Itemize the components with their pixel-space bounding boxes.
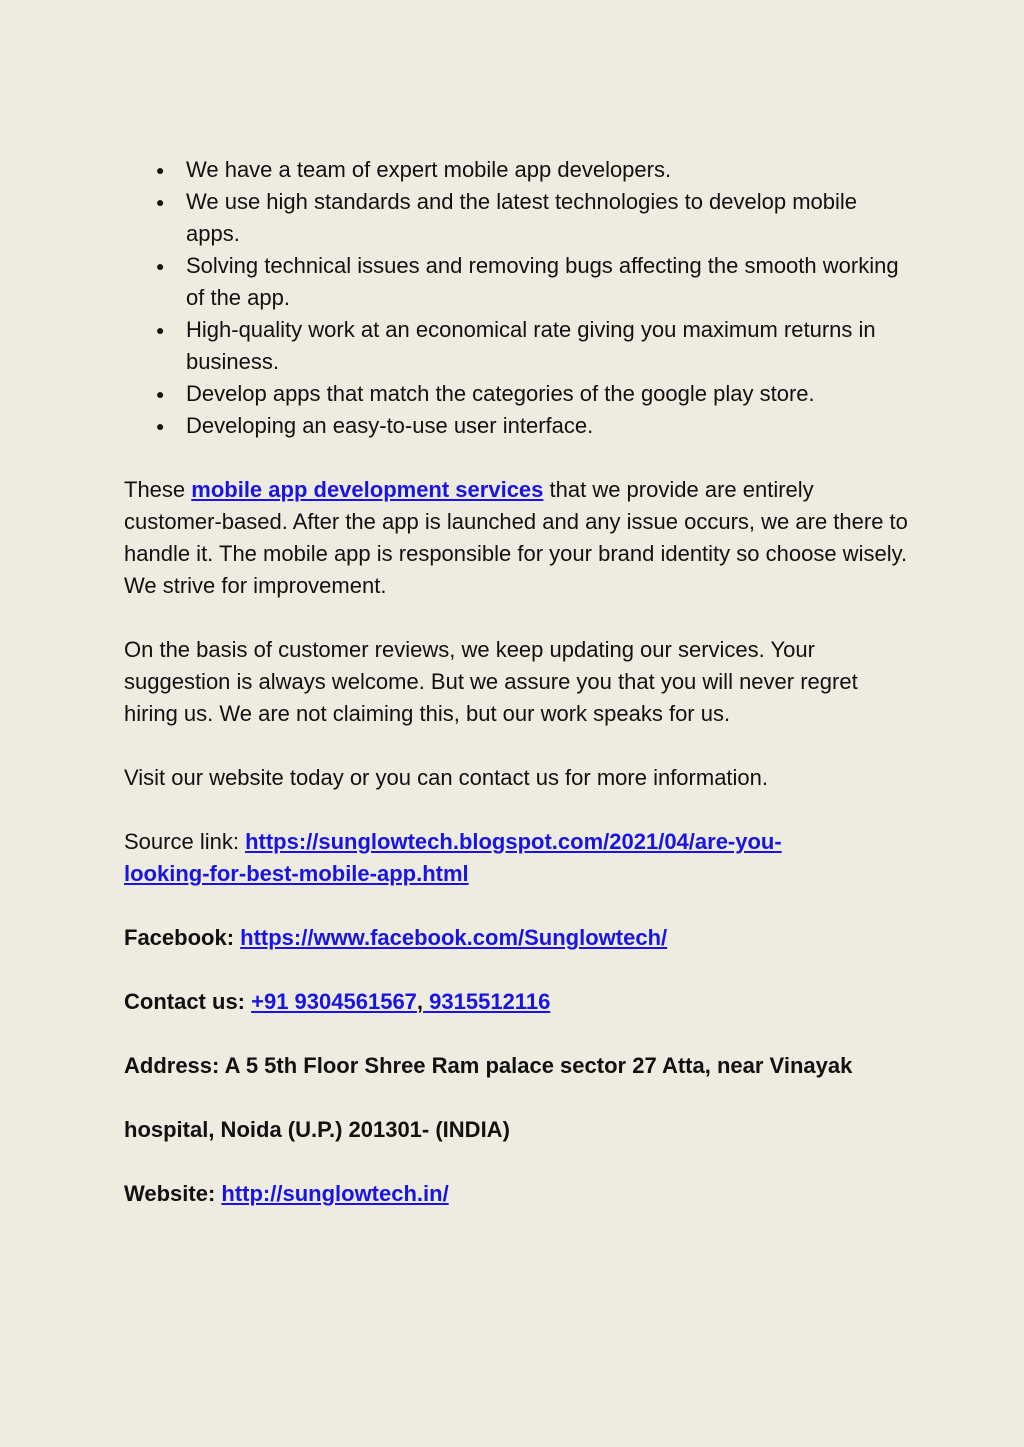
list-item-text: We have a team of expert mobile app developers. (186, 157, 672, 182)
phone-link-1[interactable]: +91 9304561567 (251, 989, 417, 1014)
list-item (124, 378, 914, 410)
list-item (124, 186, 914, 250)
services-paragraph (124, 474, 914, 602)
list-item (124, 250, 914, 314)
list-item-text: Develop apps that match the categories of the google play store. (186, 381, 815, 406)
website-link[interactable]: http://sunglowtech.in/ (221, 1181, 449, 1206)
bullet-icon: ● (156, 258, 165, 274)
website-line (124, 1178, 914, 1210)
feature-list (124, 154, 914, 442)
bullet-icon: ● (156, 322, 165, 338)
list-item (124, 410, 914, 442)
facebook-line (124, 922, 914, 954)
bullet-icon: ● (156, 386, 165, 402)
website-label: Website: (124, 1181, 222, 1206)
services-text-before: These (124, 477, 192, 502)
bullet-icon: ● (156, 162, 165, 178)
services-link[interactable]: mobile app development services (191, 477, 544, 502)
reviews-paragraph: On the basis of customer reviews, we keep updating our services. Your suggestion is always welcome. But we assure you that you will never regret hiring us. We are not claiming this, but our work speaks for us. (124, 637, 858, 726)
visit-paragraph: Visit our website today or you can contact us for more information. (124, 765, 769, 790)
source-link-part1: https://sunglowtech.blogspot.com/2021/04/are-you- (245, 829, 782, 854)
list-item (124, 154, 914, 186)
address-line-2: hospital, Noida (U.P.) 201301- (INDIA) (124, 1117, 510, 1142)
list-item-text: Solving technical issues and removing bugs affecting the smooth working of the app. (186, 253, 899, 310)
list-item-text: We use high standards and the latest technologies to develop mobile apps. (186, 189, 858, 246)
services-text-after: that we provide are entirely customer-based. After the app is launched and any issue occurs, we are there to handle it. The mobile app is responsible for your brand identity so choose wisely. We strive for improvement. (124, 477, 908, 598)
source-label: Source link: (124, 829, 246, 854)
bullet-icon: ● (156, 194, 165, 210)
contact-label: Contact us: (124, 989, 252, 1014)
bullet-icon: ● (156, 418, 165, 434)
contact-separator: , (416, 989, 424, 1014)
document-content (124, 154, 914, 1210)
list-item-text: Developing an easy-to-use user interface. (186, 413, 594, 438)
list-item (124, 314, 914, 378)
source-link-part2: looking-for-best-mobile-app.html (124, 861, 469, 886)
address-line-1: Address: A 5 5th Floor Shree Ram palace sector 27 Atta, near Vinayak (124, 1053, 853, 1078)
facebook-label: Facebook: (124, 925, 241, 950)
list-item-text: High-quality work at an economical rate giving you maximum returns in business. (186, 317, 876, 374)
source-line (124, 826, 914, 890)
facebook-link[interactable]: https://www.facebook.com/Sunglowtech/ (240, 925, 668, 950)
phone-link-2[interactable]: 9315512116 (423, 989, 551, 1014)
contact-line (124, 986, 914, 1018)
